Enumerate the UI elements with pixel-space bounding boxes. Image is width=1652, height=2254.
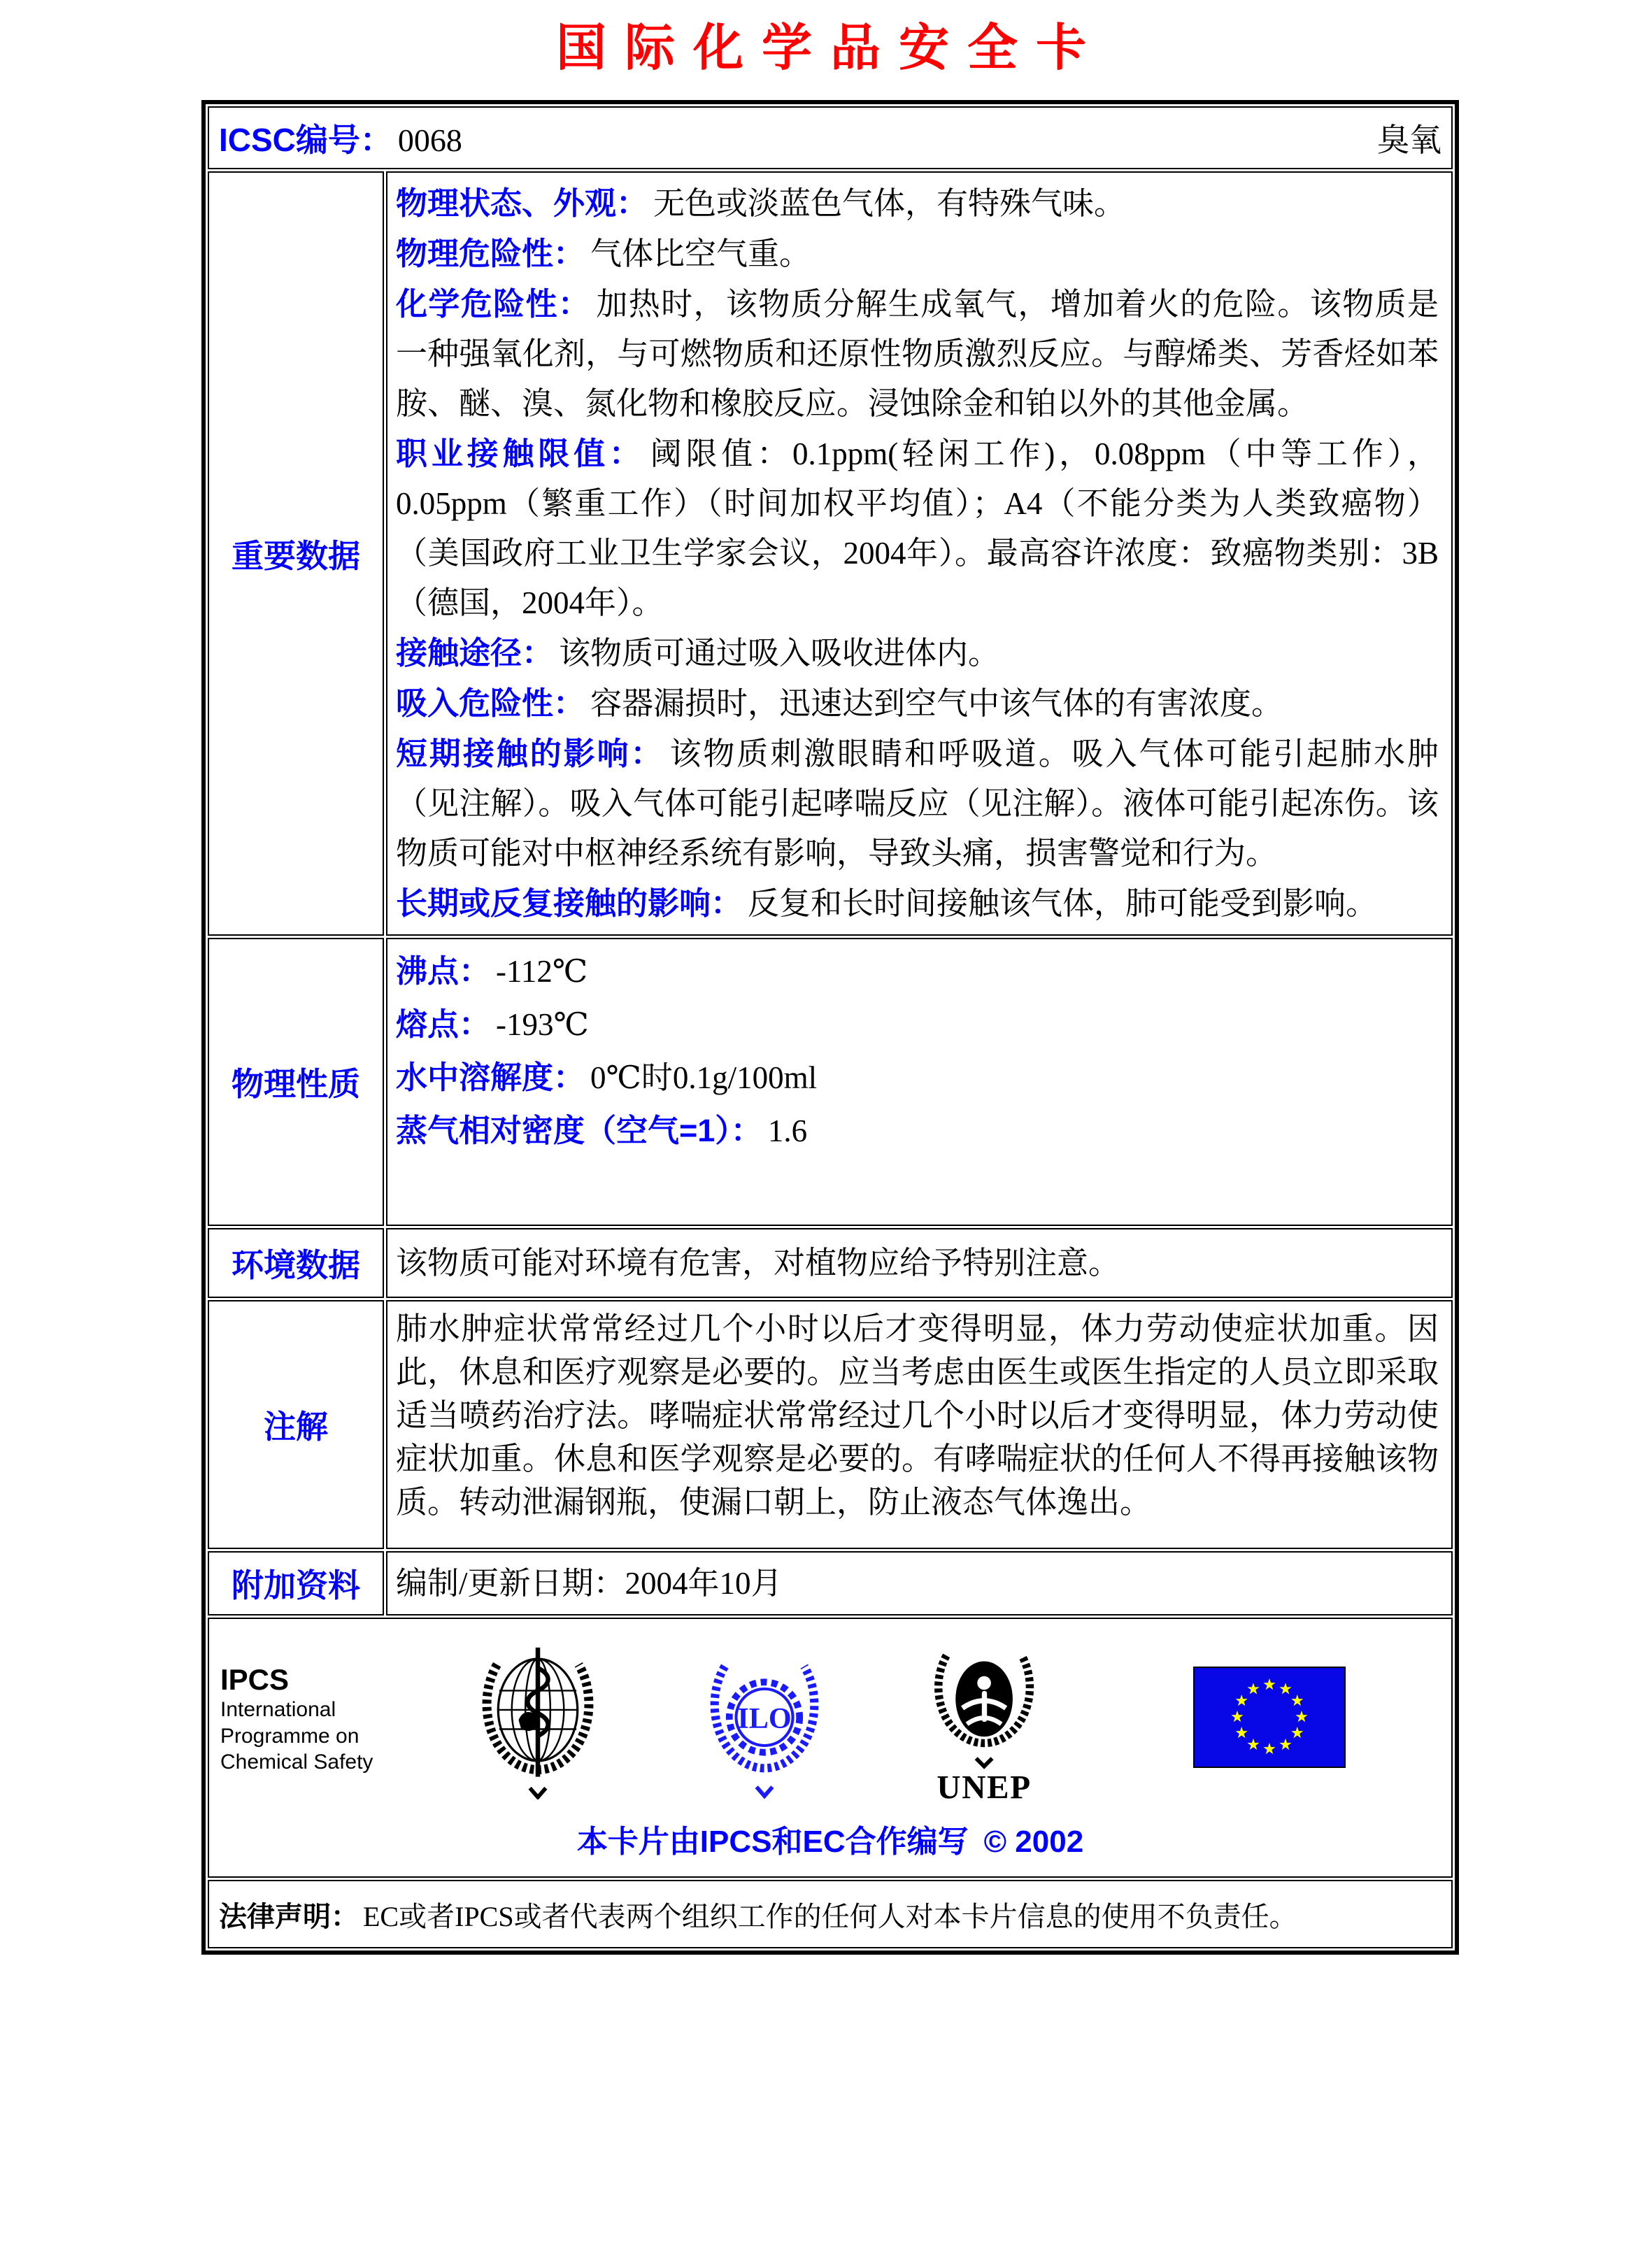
section-label-environmental-data: 环境数据 [208,1228,384,1298]
field-value: -112℃ [496,954,588,990]
unep-letters: UNEP [937,1769,1032,1804]
section-label-additional-info: 附加资料 [208,1551,384,1615]
header-row [208,106,1453,169]
ipcs-subtitle-line: Programme on [220,1724,359,1748]
notes-row [208,1300,1453,1549]
icsc-number [219,115,462,161]
section-label-important-data: 重要数据 [208,171,384,936]
important-item [396,429,1439,628]
icsc-document-page [0,21,1652,1955]
ipcs-subtitle-line: Chemical Safety [220,1750,373,1774]
section-label-physical-properties: 物理性质 [208,938,384,1226]
field-label: 物理状态、外观： [396,185,648,222]
field-label: 熔点： [396,1006,491,1043]
field-label: 水中溶解度： [396,1060,585,1096]
legal-label: 法律声明： [219,1901,359,1932]
physical-property-item [396,1051,1439,1104]
field-label: 长期或反复接触的影响： [396,885,743,922]
legal-cell [208,1880,1453,1948]
legal-text: EC或者IPCS或者代表两个组织工作的任何人对本卡片信息的使用不负责任。 [363,1900,1297,1932]
icsc-number-value: 0068 [397,122,462,159]
physical-property-item [396,945,1439,998]
environmental-data-content: 该物质可能对环境有危害，对植物应给予特别注意。 [386,1228,1453,1298]
eu-flag-icon [1193,1667,1346,1771]
important-item [396,178,1439,229]
field-text: 该物质刺激眼睛和呼吸道。吸入气体可能引起肺水肿（见注解）。吸入气体可能引起哮喘反应（见注解）。液体可能引起冻伤。该物质可能对中枢神经系统有影响，导致头痛，损害警觉和行为。 [396,736,1439,871]
field-label: 吸入危险性： [396,685,585,722]
ipcs-subtitle-line: International [220,1698,336,1722]
field-text: 容器漏损时，迅速达到空气中该气体的有害浓度。 [590,686,1283,722]
field-value: 1.6 [767,1113,808,1149]
header-cell [208,106,1453,169]
field-label: 化学危险性： [396,286,591,322]
field-text: 该物质可通过吸入吸收进体内。 [559,636,1000,671]
field-label: 物理危险性： [396,236,585,272]
additional-info-row [208,1551,1453,1615]
logos-cell [208,1618,1453,1878]
icsc-card-table [201,100,1459,1955]
notes-content: 肺水肿症状常常经过几个小时以后才变得明显，体力劳动使症状加重。因此，休息和医疗观察是必要的。应当考虑由医生或医生指定的人员立即采取适当喷药治疗法。哮喘症状常常经过几个小时以后才变得明显，体力劳动使症状加重。休息和医学观察是必要的。有哮喘症状的任何人不得再接触该物质。转动泄漏钢瓶，使漏口朝上，防止液态气体逸出。 [386,1300,1453,1549]
substance-name: 臭氧 [1377,122,1441,159]
physical-properties-content [386,938,1453,1226]
cooperation-caption [209,1816,1451,1861]
environmental-data-row [208,1228,1453,1298]
ilo-letters: ILO [737,1702,792,1736]
field-text: 反复和长时间接触该气体，肺可能受到影响。 [748,886,1378,922]
physical-property-item [396,1104,1439,1157]
page-title: 国际化学品安全卡 [555,20,1104,76]
field-label: 短期接触的影响： [396,736,664,772]
ipcs-title: IPCS [220,1662,290,1696]
additional-info-content: 编制/更新日期：2004年10月 [386,1551,1453,1615]
field-text: 阈限值：0.1ppm(轻闲工作)，0.08ppm（中等工作），0.05ppm（繁重工作）（时间加权平均值）；A4（不能分类为人类致癌物）（美国政府工业卫生学家会议，2004年）。最高容许浓度：致癌物类别：3B（德国，2004年）。 [396,436,1439,621]
important-data-content [386,171,1453,936]
field-value: -193℃ [496,1007,589,1043]
legal-row [208,1880,1453,1948]
field-label: 职业接触限值： [396,436,645,472]
icsc-number-label: ICSC编号： [219,122,392,159]
important-item [396,279,1439,429]
field-text: 加热时，该物质分解生成氧气，增加着火的危险。该物质是一种强氧化剂，与可燃物质和还原性物质激烈反应。与醇烯类、芳香烃如苯胺、醚、溴、氮化物和橡胶反应。浸蚀除金和铂以外的其他金属。 [396,287,1439,422]
physical-property-item [396,998,1439,1051]
who-logo-icon [468,1635,608,1803]
unep-logo-icon [913,1632,1056,1806]
field-text: 无色或淡蓝色气体，有特殊气味。 [653,186,1126,222]
section-label-notes: 注解 [208,1300,384,1549]
field-value: 0℃时0.1g/100ml [590,1060,818,1096]
copyright-text: © 2002 [983,1825,1084,1860]
field-label: 沸点： [396,953,491,990]
important-data-row [208,171,1453,936]
field-text: 气体比空气重。 [590,236,811,272]
important-item [396,628,1439,678]
logos-row [208,1618,1453,1878]
important-item [396,878,1439,929]
ilo-logo-icon [695,1635,834,1803]
caption-text: 本卡片由IPCS和EC合作编写 [576,1825,969,1860]
field-label: 蒸气相对密度（空气=1）： [396,1113,762,1149]
important-item [396,229,1439,279]
field-label: 接触途径： [396,635,554,671]
important-item [396,729,1439,878]
important-item [396,678,1439,729]
physical-properties-row [208,938,1453,1226]
ipcs-text-block [220,1663,408,1776]
